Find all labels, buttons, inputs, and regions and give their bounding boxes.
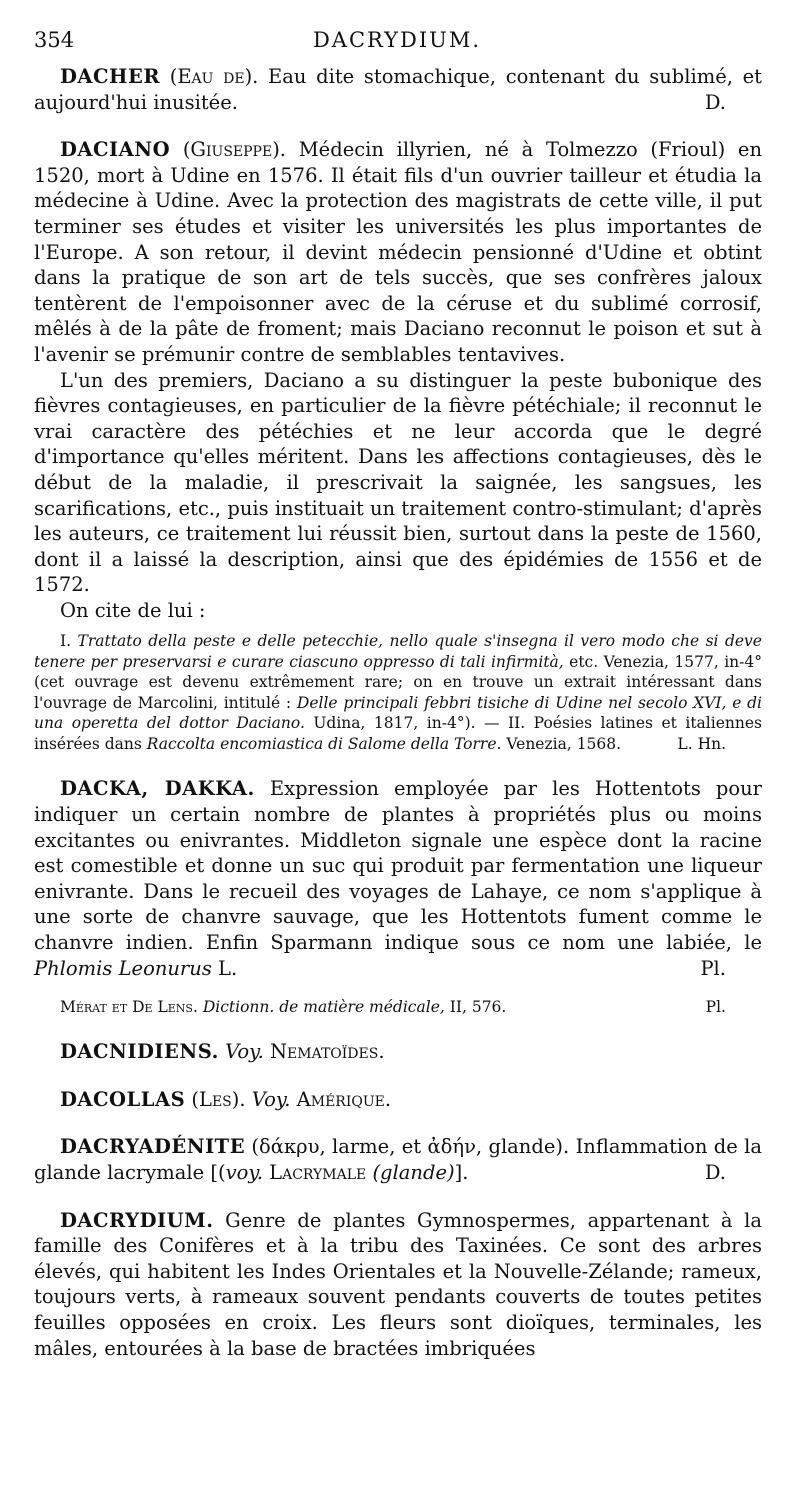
author-signature: Pl.	[705, 998, 726, 1017]
entry-dacollas	[34, 1087, 762, 1113]
bibliography	[34, 631, 762, 754]
headword: DACIANO	[60, 138, 171, 162]
entry-dacher	[34, 64, 762, 115]
bib-title: Delle principali febbri tisiche di Udine nel secolo XVI, e di una operetta del dottor Daciano.	[34, 693, 762, 733]
headword: DACKA, DAKKA.	[60, 777, 255, 801]
entry-paragraph	[34, 1208, 762, 1362]
entry-dacryadenite	[34, 1134, 762, 1185]
see-label: Voy.	[225, 1040, 264, 1064]
entry-paragraph	[34, 1134, 762, 1185]
running-head: DACRYDIUM.	[312, 28, 482, 52]
cross-reference-link[interactable]: Amérique.	[296, 1087, 392, 1111]
see-label: Voy.	[251, 1087, 291, 1111]
cross-reference-link[interactable]: Nematoïdes.	[269, 1040, 385, 1064]
entry-text: Médecin illyrien, né à Tolmezzo (Frioul) en 1520, mort à Udine en 1576. Il était fils d'un ouvrier tailleur et étudia la médecine à Udine. Avec la protection des magistrats de cette ville, il put terminer ses études et visiter les universités les plus importantes de l'Europe. A son retour, il devint médecin pensionné d'Udine et obtint dans la pratique de son art de tels succès, que ses confrères jaloux tentèrent de l'empoisonner avec de la céruse et du sublimé corrosif, mêlés à de la pâte de froment; mais Daciano reconnut le poison et sut à l'avenir se prémunir contre de semblables tentavives.	[34, 138, 763, 366]
entry-text: Inflammation de la glande lacrymale [(	[34, 1135, 763, 1184]
page-number: 354	[34, 28, 75, 52]
qualifier: (Eau de).	[169, 65, 259, 88]
author-signature: L. Hn.	[677, 734, 726, 753]
entry-paragraph	[34, 776, 762, 981]
bib-text: Udina, 1817, in-4°). — II. Poésies latines et italiennes insérées dans	[34, 714, 762, 753]
page-header	[34, 28, 760, 58]
headword: DACHER	[60, 65, 161, 88]
headword: DACRYDIUM.	[60, 1208, 214, 1232]
entry-dacnidiens	[34, 1039, 762, 1065]
species-name: Phlomis Leonurus	[34, 956, 212, 980]
author-signature: D.	[704, 1161, 726, 1184]
reference	[34, 997, 762, 1017]
bracket-close: ].	[454, 1161, 469, 1184]
etymology: (δάκρυ, larme, et ἀδήν, glande).	[251, 1135, 570, 1159]
cross-reference-qualifier: (glande)	[372, 1161, 455, 1184]
ref-title: Dictionn. de matière médicale,	[202, 998, 445, 1017]
entry-text: Genre de plantes Gymnospermes, appartenant à la famille des Conifères et à la tribu des Taxinées. Ce sont des arbres élevés, qui habitent les Indes Orientales et la Nouvelle-Zélande; rameux, toujours verts, à rameaux souvent pendants couverts de toutes petites feuilles opposées en croix. Les fleurs sont dioïques, terminales, les mâles, entourées à la base de bractées imbriquées	[34, 1208, 762, 1360]
author-signature: Pl.	[700, 956, 726, 980]
entry-paragraph	[34, 1087, 762, 1113]
qualifier: (Les).	[191, 1087, 246, 1111]
qualifier: (Giuseppe).	[182, 138, 287, 162]
see-label: voy.	[225, 1161, 263, 1184]
entry-text: Eau dite stomachique, contenant du sublimé, et aujourd'hui inusitée.	[34, 65, 762, 114]
bib-text: etc. Venezia, 1577, in-4° (cet ouvrage est devenu extrêmement rare; on en trouve un extrait intéressant dans l'ouvrage de Marcolini, intitulé :	[34, 652, 762, 712]
entry-paragraph-3: On cite de lui :	[60, 598, 206, 622]
cross-reference-link[interactable]: Lacrymale	[269, 1161, 367, 1184]
ref-authors: Mérat et De Lens.	[60, 998, 198, 1017]
bib-title: Trattato della peste e delle petecchie, nello quale s'insegna il vero modo che si deve tenere per preservarsi e curare ciascuno oppresso di tali infirmità,	[34, 632, 762, 671]
bib-number: I.	[60, 632, 72, 651]
entry-dacrydium	[34, 1208, 762, 1362]
bib-title: Raccolta encomiastica di Salome della Torre.	[146, 734, 502, 753]
entry-paragraph-2: L'un des premiers, Daciano a su distinguer la peste bubonique des fièvres contagieuses, en particulier de la fièvre pétéchiale; il reconnut le vrai caractère des pétéchies et ne leur accorda que le degré d'importance qu'elles méritent. Dans les affections contagieuses, dès le début de la maladie, il prescrivait la saignée, les sangsues, les scarifications, etc., puis instituait un traitement contro-stimulant; d'après les auteurs, ce traitement lui réussit bien, surtout dans la peste de 1560, dont il a laissé la description, ainsi que des épidémies de 1556 et de 1572.	[34, 368, 763, 597]
entry-text: Expression employée par les Hottentots pour indiquer un certain nombre de plantes à propriétés plus ou moins excitantes ou enivrantes. Middleton signale une espèce dont la racine est comestible et donne un suc qui produit par fermentation une liqueur enivrante. Dans le recueil des voyages de Lahaye, ce nom s'applique à une sorte de chanvre sauvage, que les Hottentots fument comme le chanvre indien. Enfin Sparmann indique sous ce nom une labiée, le	[34, 777, 762, 955]
author-signature: D.	[704, 90, 726, 114]
headword: DACRYADÉNITE	[60, 1135, 246, 1159]
entry-daciano	[34, 137, 762, 754]
entry-paragraph	[34, 1039, 762, 1065]
bib-text: Venezia, 1568.	[506, 734, 622, 753]
entry-paragraph	[34, 137, 762, 367]
ref-location: II, 576.	[449, 998, 507, 1017]
species-author: L.	[218, 956, 238, 980]
entry-dacka	[34, 776, 762, 1017]
entry-paragraph	[34, 64, 762, 115]
page-content	[34, 64, 762, 1383]
headword: DACOLLAS	[60, 1087, 186, 1111]
headword: DACNIDIENS.	[60, 1040, 219, 1064]
